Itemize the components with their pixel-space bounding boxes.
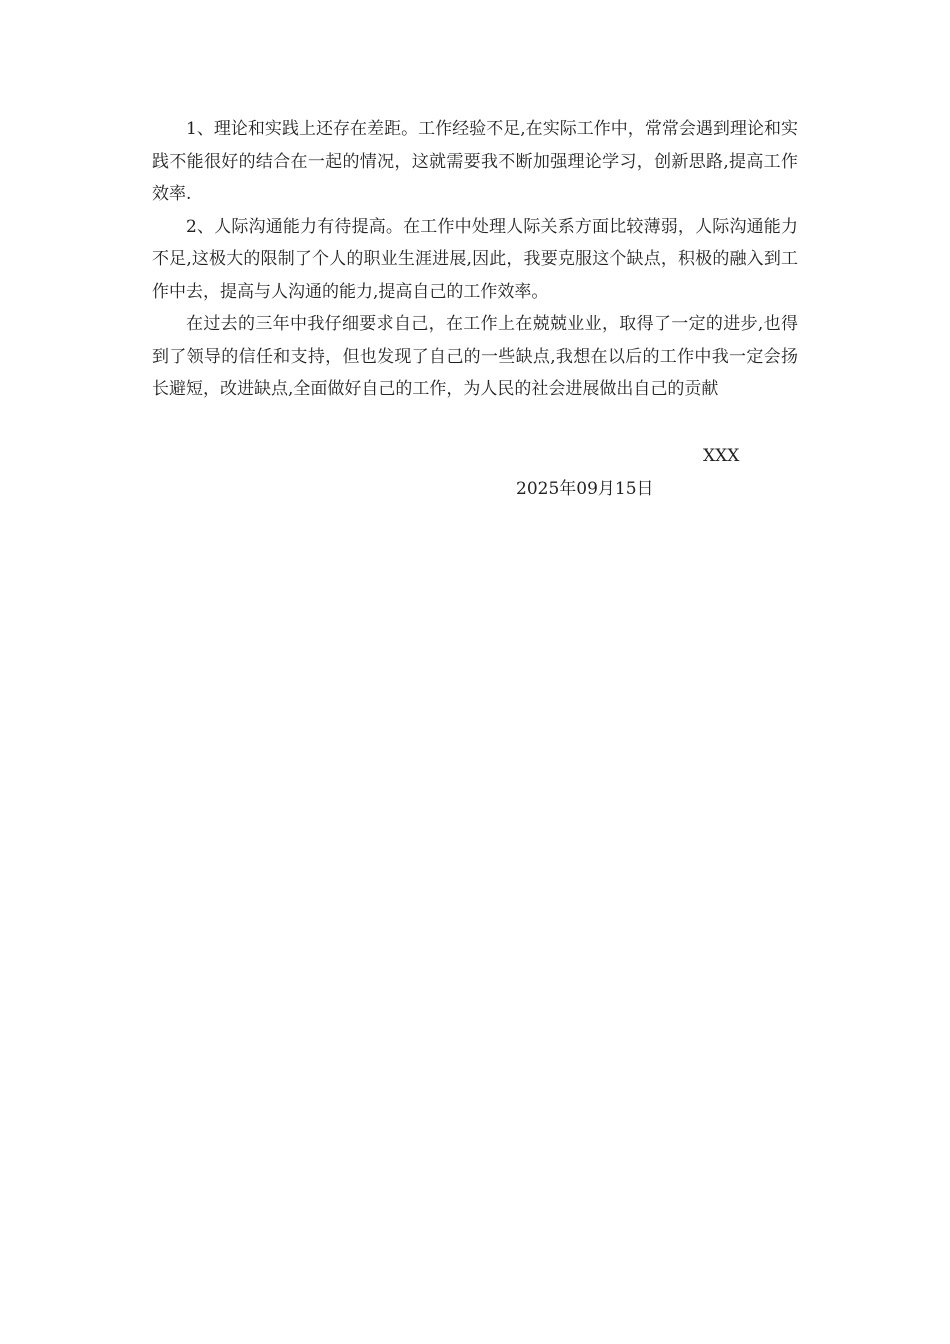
paragraph-shortcoming-communication: 2、人际沟通能力有待提高。在工作中处理人际关系方面比较薄弱，人际沟通能力不足,这极大的限制了个人的职业生涯进展,因此，我要克服这个缺点，积极的融入到工作中去，提高与人沟通的能力,提高自己的工作效率。	[152, 216, 798, 302]
paragraph-shortcoming-theory-practice: 1、理论和实践上还存在差距。工作经验不足,在实际工作中，常常会遇到理论和实践不能很好的结合在一起的情况，这就需要我不断加强理论学习，创新思路,提高工作效率.	[152, 119, 798, 204]
signature-date: 2025年09月15日	[516, 479, 654, 499]
document-body	[152, 113, 798, 406]
signature-name: XXX	[703, 446, 740, 466]
paragraph-conclusion: 在过去的三年中我仔细要求自己，在工作上在兢兢业业，取得了一定的进步,也得到了领导的信任和支持，但也发现了自己的一些缺点,我想在以后的工作中我一定会扬长避短，改进缺点,全面做好自己的工作，为人民的社会进展做出自己的贡献	[152, 314, 798, 399]
